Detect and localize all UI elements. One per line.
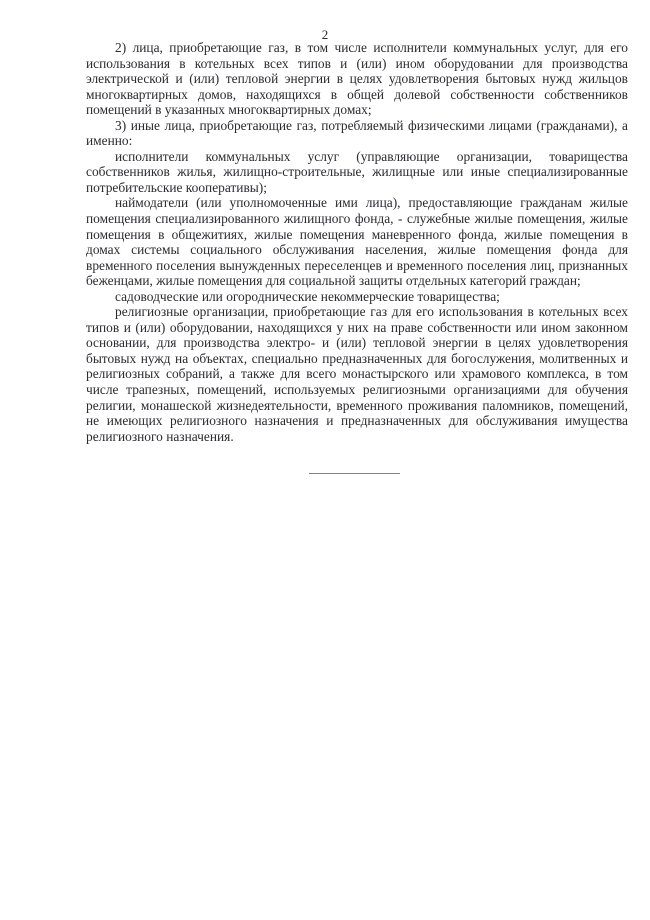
paragraph-religious-organizations: религиозные организации, приобретающие газ для его использования в котельных всех типов и (или) оборудовании, находящихся у них на праве собственности или ином законном основании, для производства электро- и (или) тепловой энергии в целях удовлетворения бытовых нужд на объектах, специально предназначенных для богослужения, молитвенных и религиозных собраний, а также для всего монастырского или храмового комплекса, в том числе трапезных, помещений, используемых религиозными организациями для обучения религии, монашеской жизнедеятельности, временного проживания паломников, помещений, не имеющих религиозного назначения и предназначенных для обслуживания имущества религиозного назначения. <box>86 304 628 444</box>
paragraph-gardening-partnerships: садоводческие или огороднические некоммерческие товарищества; <box>115 288 500 304</box>
page-number: 2 <box>321 27 329 42</box>
paragraph-item-3: 3) иные лица, приобретающие газ, потребляемый физическими лицами (гражданами), а именно: <box>86 117 628 149</box>
end-separator-line <box>309 473 400 474</box>
document-body <box>86 40 628 444</box>
paragraph-landlords: наймодатели (или уполномоченные ими лица), предоставляющие гражданам жилые помещения специализированного жилищного фонда, - служебные жилые помещения, жилые помещения в общежитиях, жилые помещения маневренного фонда, жилые помещения в домах системы социального обслуживания населения, жилые помещения фонда для временного поселения вынужденных переселенцев и временного поселения лиц, признанных беженцами, жилые помещения для социальной защиты отдельных категорий граждан; <box>86 195 628 289</box>
paragraph-item-2: 2) лица, приобретающие газ, в том числе исполнители коммунальных услуг, для его использования в котельных всех типов и (или) ином оборудовании для производства электрической и (или) тепловой энергии в целях удовлетворения бытовых нужд жильцов многоквартирных домов, находящихся в общей долевой собственности собственников помещений в указанных многоквартирных домах; <box>86 40 628 118</box>
paragraph-utility-providers: исполнители коммунальных услуг (управляющие организации, товарищества собственников жилья, жилищно-строительные, жилищные или иные специализированные потребительские кооперативы); <box>86 148 628 195</box>
